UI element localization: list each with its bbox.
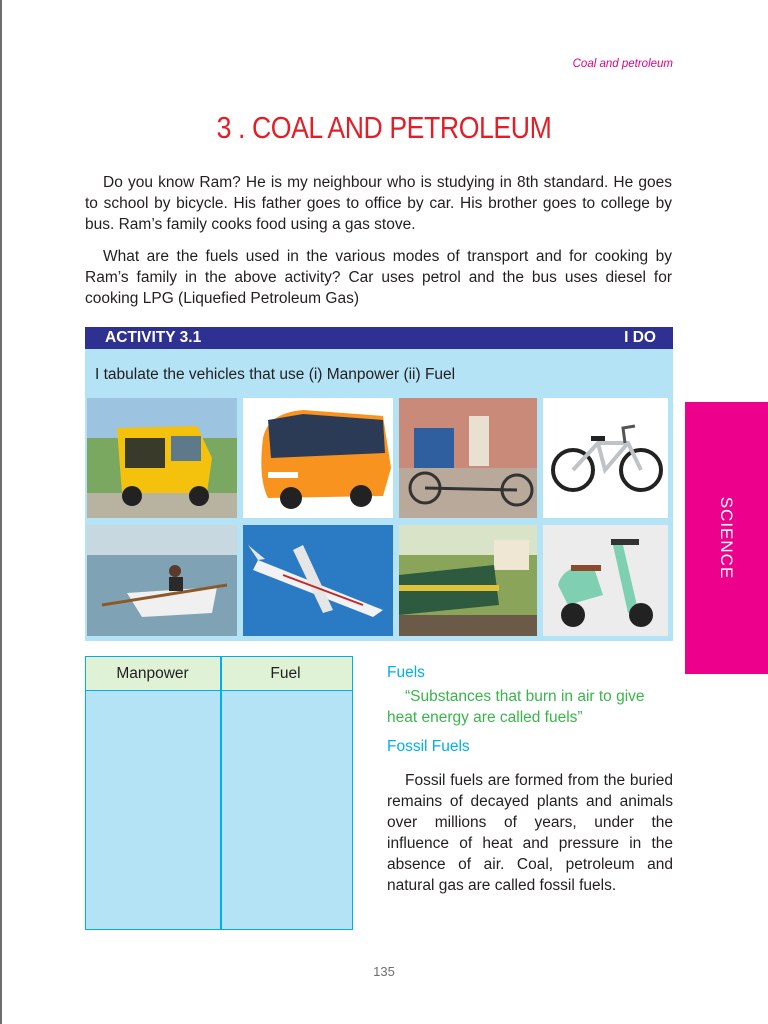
- activity-instruction: I tabulate the vehicles that use (i) Manpower (ii) Fuel: [95, 366, 456, 383]
- science-side-tab: [685, 402, 768, 674]
- table-header-fuel: Fuel: [270, 665, 301, 682]
- rowing-boat-image: [87, 525, 237, 636]
- aeroplane-image: [243, 525, 393, 636]
- bicycle-image: [543, 398, 668, 518]
- scooter-image: [543, 525, 668, 636]
- intro-paragraph: Do you know Ram? He is my neighbour who is studying in 8th standard. He goes to school by bicycle. His father goes to office by car. His brother goes to college by bus. Ram’s family cooks food using a gas stove.: [85, 174, 672, 233]
- activity-header: [85, 327, 673, 349]
- table-header-manpower: Manpower: [116, 665, 189, 682]
- page-edge-rule: [0, 0, 2, 1024]
- auto-rickshaw-image: [87, 398, 237, 518]
- question-paragraph: What are the fuels used in the various modes of transport and for cooking by Ram’s family in the above activity? Car uses petrol and the bus uses diesel for cooking LPG (Liquefied Petroleum Gas): [85, 248, 672, 307]
- chapter-title: 3 . COAL AND PETROLEUM: [216, 110, 552, 145]
- side-tab-label: SCIENCE: [717, 496, 736, 580]
- table-header: [86, 657, 352, 691]
- activity-label: ACTIVITY 3.1: [105, 329, 202, 346]
- table-column-divider: [220, 657, 222, 929]
- page-number: 135: [373, 964, 395, 979]
- fossil-fuels-text: Fossil fuels are formed from the buried remains of decayed plants and animals over millions of years, under the influence of heat and pressure in the absence of air. Coal, petroleum and natural gas are called fossil fuels.: [387, 772, 673, 894]
- bus-image: [243, 398, 393, 518]
- running-head: Coal and petroleum: [572, 58, 673, 70]
- fuels-heading: Fuels: [387, 664, 425, 681]
- fuels-definition: “Substances that burn in air to give heat energy are called fuels”: [387, 688, 645, 726]
- cycle-rickshaw-image: [399, 398, 537, 518]
- classification-table: [85, 656, 353, 930]
- train-image: [399, 525, 537, 636]
- activity-tag: I DO: [624, 329, 656, 346]
- fossil-fuels-heading: Fossil Fuels: [387, 738, 470, 755]
